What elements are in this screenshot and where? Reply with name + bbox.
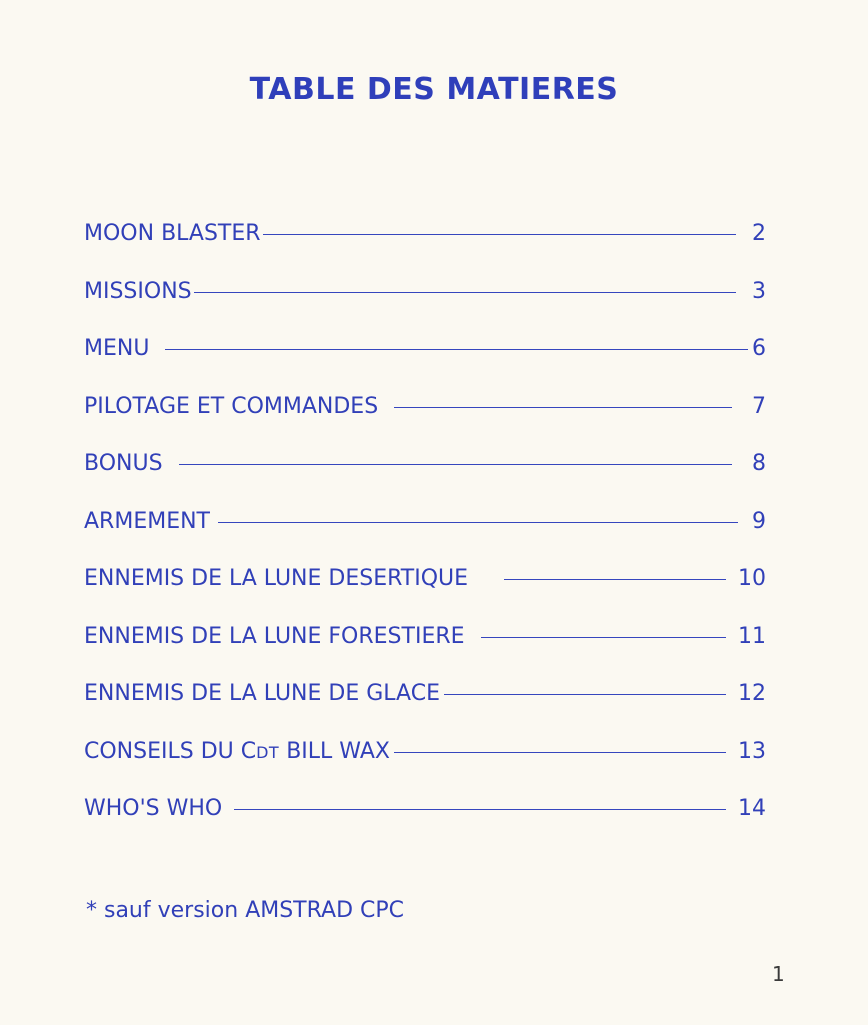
toc-label: MISSIONS <box>84 278 192 304</box>
toc-page-number: 9 <box>752 508 766 534</box>
toc-label: MENU <box>84 336 150 362</box>
toc-entry-armement <box>84 493 766 551</box>
toc-leader <box>218 522 738 523</box>
toc-label: ENNEMIS DE LA LUNE FORESTIERE <box>84 623 465 649</box>
page-title: TABLE DES MATIERES <box>249 72 619 107</box>
toc-entry-conseils <box>84 723 766 781</box>
toc-entry-pilotage <box>84 378 766 436</box>
page-number: 1 <box>772 962 785 986</box>
toc-page-number: 8 <box>752 451 766 477</box>
toc-leader <box>194 292 736 293</box>
toc-label: ENNEMIS DE LA LUNE DESERTIQUE <box>84 566 469 592</box>
toc-entry-moon-blaster <box>84 205 766 263</box>
toc-entry-bonus <box>84 435 766 493</box>
toc-page-number: 7 <box>752 393 766 419</box>
toc-leader <box>394 752 726 753</box>
toc-page-number: 14 <box>738 796 766 822</box>
toc-leader <box>263 234 736 235</box>
toc-entry-menu <box>84 320 766 378</box>
toc-leader <box>481 637 726 638</box>
toc-label: ENNEMIS DE LA LUNE DE GLACE <box>84 681 440 707</box>
toc-label-part: CONSEILS DU C <box>84 738 257 764</box>
toc-label: ARMEMENT <box>84 508 210 534</box>
toc-entry-ennemis-desertique <box>84 550 766 608</box>
toc-label-part: BILL WAX <box>279 738 390 764</box>
toc-label <box>84 739 390 764</box>
toc-leader <box>394 407 732 408</box>
toc-page-number: 11 <box>738 623 766 649</box>
toc-entry-missions <box>84 263 766 321</box>
toc-page-number: 3 <box>752 278 766 304</box>
table-of-contents <box>84 205 766 838</box>
toc-leader <box>234 809 726 810</box>
footnote: * sauf version AMSTRAD CPC <box>86 898 404 923</box>
toc-label: MOON BLASTER <box>84 221 261 247</box>
toc-entry-ennemis-glace <box>84 665 766 723</box>
toc-label-smallcaps: DT <box>256 742 280 762</box>
toc-label: PILOTAGE ET COMMANDES <box>84 393 379 419</box>
toc-leader <box>504 579 726 580</box>
toc-leader <box>179 464 732 465</box>
toc-entry-ennemis-forestiere <box>84 608 766 666</box>
toc-leader <box>165 349 748 350</box>
toc-page-number: 13 <box>738 738 766 764</box>
toc-label: BONUS <box>84 451 163 477</box>
toc-entry-whos-who <box>84 780 766 838</box>
toc-leader <box>444 694 726 695</box>
toc-page-number: 12 <box>738 681 766 707</box>
toc-page-number: 6 <box>752 336 766 362</box>
toc-label: WHO'S WHO <box>84 796 223 822</box>
toc-page-number: 2 <box>752 221 766 247</box>
toc-page-number: 10 <box>738 566 766 592</box>
